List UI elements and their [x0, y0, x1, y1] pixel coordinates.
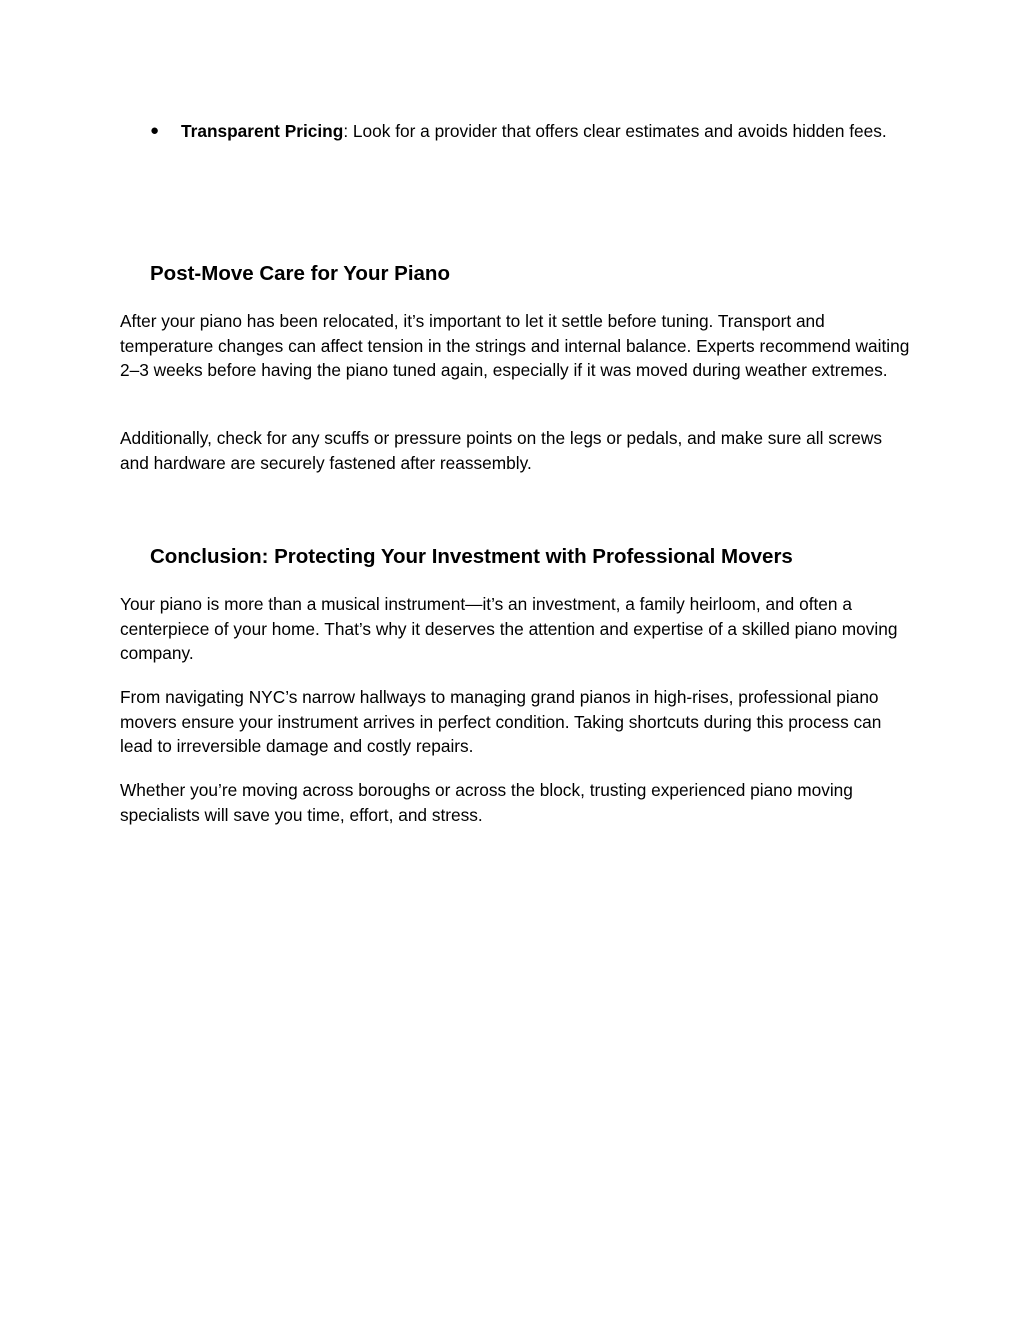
conclusion-paragraph-3: Whether you’re moving across boroughs or across the block, trusting experienced piano moving specialists will save you time, effort, and stress.	[120, 780, 853, 825]
bullet-description: : Look for a provider that offers clear estimates and avoids hidden fees.	[343, 121, 887, 141]
bullet-icon: ●	[150, 122, 160, 139]
bullet-term: Transparent Pricing	[181, 121, 344, 141]
bullet-list-item	[150, 119, 910, 144]
bullet-text	[181, 119, 910, 144]
post-move-paragraph-1: After your piano has been relocated, it’s important to let it settle before tuning. Transport and temperature changes can affect tension in the strings and internal balance. Experts recommend waiting 2–3 weeks before having the piano tuned again, especially if it was moved during weather extremes.	[120, 311, 910, 380]
section-heading-conclusion: Conclusion: Protecting Your Investment with Professional Movers	[150, 545, 793, 568]
section-heading-post-move-care: Post-Move Care for Your Piano	[150, 262, 450, 285]
post-move-paragraph-2: Additionally, check for any scuffs or pressure points on the legs or pedals, and make sure all screws and hardware are securely fastened after reassembly.	[120, 428, 883, 473]
conclusion-paragraph-1: Your piano is more than a musical instrument—it’s an investment, a family heirloom, and often a centerpiece of your home. That’s why it deserves the attention and expertise of a skilled piano moving company.	[120, 594, 898, 663]
conclusion-paragraph-2: From navigating NYC’s narrow hallways to managing grand pianos in high-rises, professional piano movers ensure your instrument arrives in perfect condition. Taking shortcuts during this process can lead to irreversible damage and costly repairs.	[120, 687, 882, 756]
